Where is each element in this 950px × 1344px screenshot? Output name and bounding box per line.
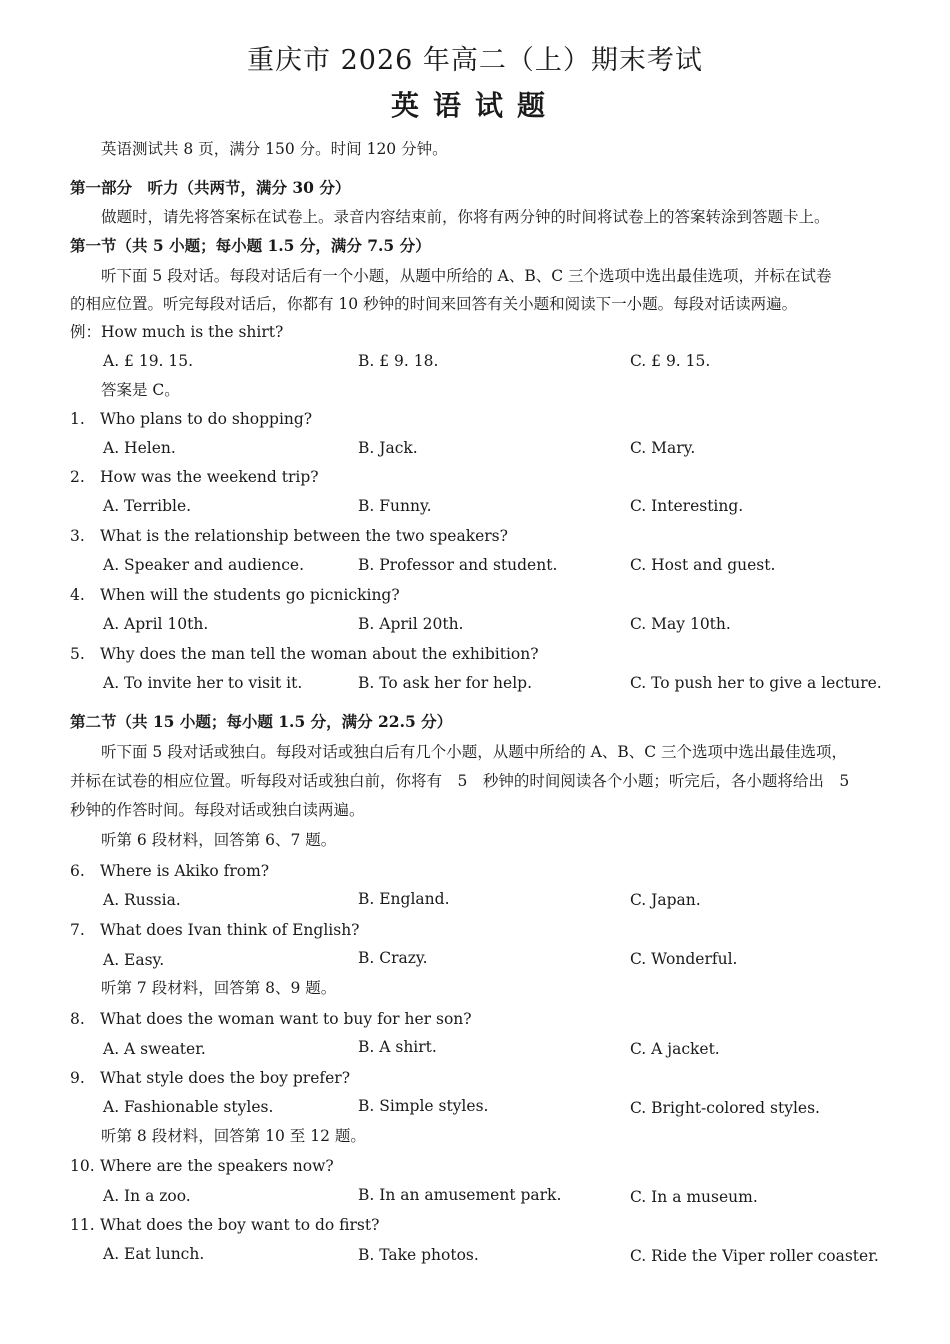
subject-title: 英语试题 (390, 89, 559, 122)
option-b: B. Jack. (358, 439, 418, 457)
question-number: 9. (70, 1069, 85, 1087)
question-number: 11. (70, 1216, 95, 1234)
question-number: 1. (70, 410, 85, 428)
option-c: C. Ride the Viper roller coaster. (630, 1247, 879, 1265)
option-b: B. Funny. (358, 497, 432, 515)
option-c: C. To push her to give a lecture. (630, 674, 882, 692)
question-text: What does Ivan think of English? (100, 921, 360, 939)
question-text: Why does the man tell the woman about the exhibition? (100, 645, 539, 663)
question-number: 10. (70, 1157, 95, 1175)
option-c: C. Mary. (630, 439, 696, 457)
question-text: What style does the boy prefer? (100, 1069, 350, 1087)
option-a: A. Speaker and audience. (103, 556, 305, 574)
material-8-note: 听第 8 段材料，回答第 10 至 12 题。 (101, 1127, 366, 1145)
section2-heading: 第二节（共 15 小题；每小题 1.5 分，满分 22.5 分） (70, 712, 453, 731)
example-option-a: A. £ 19. 15. (103, 352, 194, 370)
part1-instruction: 做题时，请先将答案标在试卷上。录音内容结束前，你将有两分钟的时间将试卷上的答案转涂到答题卡上。 (101, 208, 830, 226)
example-option-b: B. £ 9. 18. (358, 352, 439, 370)
section2-instruction-3: 秒钟的作答时间。每段对话或独白读两遍。 (70, 801, 365, 819)
question-text: Where is Akiko from? (100, 862, 270, 880)
option-a: A. In a zoo. (103, 1187, 191, 1205)
question-text: How was the weekend trip? (100, 468, 319, 486)
exam-title: 重庆市 2026 年高二（上）期末考试 (247, 45, 703, 76)
option-b: B. England. (358, 890, 450, 908)
question-text: What does the boy want to do first? (100, 1216, 380, 1234)
option-b: B. April 20th. (358, 615, 464, 633)
example-option-c: C. £ 9. 15. (630, 352, 711, 370)
option-a: A. Fashionable styles. (103, 1098, 274, 1116)
question-number: 7. (70, 921, 85, 939)
example-label: 例： (70, 323, 102, 341)
part1-heading: 第一部分 听力（共两节，满分 30 分） (70, 178, 351, 197)
option-b: B. In an amusement park. (358, 1186, 562, 1204)
example-question-text: How much is the shirt? (101, 323, 284, 341)
option-c: C. May 10th. (630, 615, 731, 633)
question-text: What does the woman want to buy for her son? (100, 1010, 472, 1028)
option-b: B. Take photos. (358, 1246, 479, 1264)
option-b: B. A shirt. (358, 1038, 437, 1056)
question-number: 6. (70, 862, 85, 880)
question-number: 8. (70, 1010, 85, 1028)
question-text: When will the students go picnicking? (100, 586, 400, 604)
question-text: What is the relationship between the two speakers? (100, 527, 508, 545)
option-b: B. Professor and student. (358, 556, 558, 574)
section1-instruction-2: 的相应位置。听完每段对话后，你都有 10 秒钟的时间来回答有关小题和阅读下一小题。每段对话读两遍。 (70, 295, 798, 313)
option-a: A. Easy. (103, 951, 165, 969)
section1-heading: 第一节（共 5 小题；每小题 1.5 分，满分 7.5 分） (70, 236, 431, 255)
option-b: B. Crazy. (358, 949, 428, 967)
intro-text: 英语测试共 8 页，满分 150 分。时间 120 分钟。 (101, 140, 448, 158)
option-c: C. In a museum. (630, 1188, 758, 1206)
material-7-note: 听第 7 段材料，回答第 8、9 题。 (101, 979, 337, 997)
question-text: Who plans to do shopping? (100, 410, 313, 428)
option-a: A. To invite her to visit it. (103, 674, 303, 692)
option-c: C. Host and guest. (630, 556, 776, 574)
question-text: Where are the speakers now? (100, 1157, 334, 1175)
option-c: C. Wonderful. (630, 950, 738, 968)
option-c: C. Interesting. (630, 497, 744, 515)
option-a: A. Terrible. (103, 497, 192, 515)
example-answer: 答案是 C。 (101, 381, 180, 399)
question-number: 5. (70, 645, 85, 663)
option-c: C. A jacket. (630, 1040, 720, 1058)
question-number: 4. (70, 586, 85, 604)
option-a: A. Eat lunch. (103, 1245, 205, 1263)
option-b: B. Simple styles. (358, 1097, 489, 1115)
question-number: 2. (70, 468, 85, 486)
option-a: A. A sweater. (103, 1040, 206, 1058)
section2-instruction-2: 并标在试卷的相应位置。听每段对话或独白前，你将有 5 秒钟的时间阅读各个小题；听完后，各小题将给出 5 (70, 772, 850, 790)
option-a: A. April 10th. (103, 615, 209, 633)
option-a: A. Helen. (103, 439, 176, 457)
option-c: C. Japan. (630, 891, 701, 909)
material-6-note: 听第 6 段材料，回答第 6、7 题。 (101, 831, 337, 849)
option-c: C. Bright-colored styles. (630, 1099, 820, 1117)
section1-instruction-1: 听下面 5 段对话。每段对话后有一个小题，从题中所给的 A、B、C 三个选项中选出最佳选项，并标在试卷 (101, 267, 832, 285)
example-question (70, 322, 283, 342)
option-a: A. Russia. (103, 891, 181, 909)
option-b: B. To ask her for help. (358, 674, 533, 692)
section2-instruction-1: 听下面 5 段对话或独白。每段对话或独白后有几个小题，从题中所给的 A、B、C 三个选项中选出最佳选项， (101, 743, 848, 761)
question-number: 3. (70, 527, 85, 545)
